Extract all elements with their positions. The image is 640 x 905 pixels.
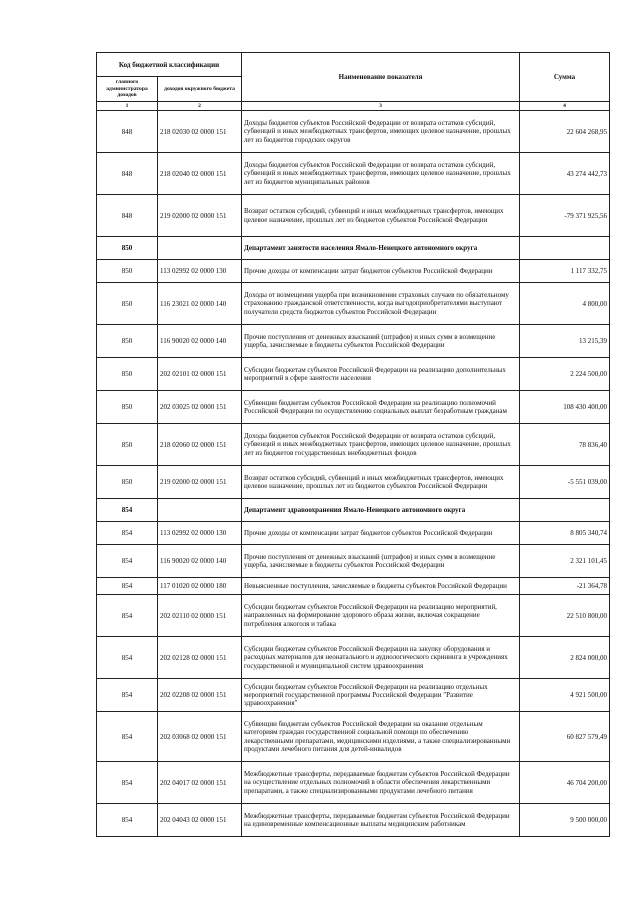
sum-cell: -21 364,78 (520, 578, 610, 595)
table-row (97, 545, 610, 578)
sum-cell: 43 274 442,73 (520, 153, 610, 195)
admin-code-cell: 854 (97, 578, 158, 595)
indicator-name-cell: Межбюджетные трансферты, передаваемые бюджетам субъектов Российской Федерации на единовременные компенсационные выплаты медицинским работникам (242, 804, 520, 837)
indicator-name-cell: Субсидии бюджетам субъектов Российской Федерации на реализацию отдельных мероприятий государственной программы Российской Федерации "Развитие здравоохранения" (242, 679, 520, 712)
income-code-cell: 218 02030 02 0000 151 (158, 111, 242, 153)
column-number-3: 3 (242, 102, 520, 111)
admin-code-cell: 850 (97, 358, 158, 391)
table-row (97, 804, 610, 837)
table-row (97, 283, 610, 325)
table-row (97, 325, 610, 358)
column-number-1: 1 (97, 102, 158, 111)
sum-cell: 13 215,39 (520, 325, 610, 358)
sum-cell (520, 237, 610, 260)
admin-code-cell: 850 (97, 260, 158, 283)
sum-cell: 108 430 400,00 (520, 391, 610, 424)
table-row (97, 712, 610, 762)
table-row (97, 111, 610, 153)
admin-code-cell: 850 (97, 391, 158, 424)
income-code-cell: 202 02128 02 0000 151 (158, 637, 242, 679)
sum-cell: 22 604 268,95 (520, 111, 610, 153)
table-row (97, 595, 610, 637)
table-row (97, 195, 610, 237)
indicator-name-cell: Доходы бюджетов субъектов Российской Федерации от возврата остатков субсидий, субвенций и иных межбюджетных трансфертов, имеющих целевое назначение, прошлых лет из бюджетов государственных внебюджетных фондов (242, 424, 520, 466)
sum-cell: 46 704 200,00 (520, 762, 610, 804)
column-number-2: 2 (158, 102, 242, 111)
indicator-name-cell: Прочие доходы от компенсации затрат бюджетов субъектов Российской Федерации (242, 260, 520, 283)
sum-cell: 2 224 500,00 (520, 358, 610, 391)
income-code-cell: 219 02000 02 0000 151 (158, 195, 242, 237)
indicator-name-cell: Доходы бюджетов субъектов Российской Федерации от возврата остатков субсидий, субвенций и иных межбюджетных трансфертов, имеющих целевое назначение, прошлых лет из бюджетов городских округов (242, 111, 520, 153)
income-code-cell: 202 02110 02 0000 151 (158, 595, 242, 637)
budget-table (96, 52, 610, 837)
indicator-name-cell: Межбюджетные трансферты, передаваемые бюджетам субъектов Российской Федерации на осуществление отдельных полномочий в области обеспечения лекарственными препаратами, а также специализированными продуктами лечебного питания (242, 762, 520, 804)
indicator-name-cell: Субсидии бюджетам субъектов Российской Федерации на реализацию мероприятий, направленных на формирование здорового образа жизни, включая сокращение потребления алкоголя и табака (242, 595, 520, 637)
indicator-name-cell: Возврат остатков субсидий, субвенций и иных межбюджетных трансфертов, имеющих целевое назначение, прошлых лет из бюджетов субъектов Российской Федерации (242, 195, 520, 237)
code-group-header: Код бюджетной классификации (97, 53, 242, 77)
admin-code-cell: 854 (97, 522, 158, 545)
admin-code-cell: 850 (97, 325, 158, 358)
indicator-name-cell: Прочие поступления от денежных взысканий (штрафов) и иных сумм в возмещение ущерба, зачисляемые в бюджеты субъектов Российской Федерации (242, 545, 520, 578)
income-code-cell: 202 03068 02 0000 151 (158, 712, 242, 762)
admin-code-cell: 854 (97, 499, 158, 522)
table-body (97, 111, 610, 837)
indicator-name-cell: Невыясненные поступления, зачисляемые в бюджеты субъектов Российской Федерации (242, 578, 520, 595)
admin-code-cell: 848 (97, 195, 158, 237)
table-row (97, 424, 610, 466)
sum-cell: 8 805 340,74 (520, 522, 610, 545)
income-code-cell: 218 02060 02 0000 151 (158, 424, 242, 466)
sum-cell: 4 921 500,00 (520, 679, 610, 712)
table-row (97, 260, 610, 283)
income-code-cell: 113 02992 02 0000 130 (158, 522, 242, 545)
table-row (97, 578, 610, 595)
admin-code-cell: 854 (97, 679, 158, 712)
income-code-cell: 202 04017 02 0000 151 (158, 762, 242, 804)
table-row (97, 153, 610, 195)
admin-code-cell: 848 (97, 111, 158, 153)
indicator-name-cell: Прочие доходы от компенсации затрат бюджетов субъектов Российской Федерации (242, 522, 520, 545)
income-code-cell: 219 02000 02 0000 151 (158, 466, 242, 499)
income-code-cell: 116 90020 02 0000 140 (158, 325, 242, 358)
income-code-cell: 116 23021 02 0000 140 (158, 283, 242, 325)
admin-code-cell: 854 (97, 545, 158, 578)
indicator-name-cell: Возврат остатков субсидий, субвенций и иных межбюджетных трансфертов, имеющих целевое назначение, прошлых лет из бюджетов субъектов Российской Федерации (242, 466, 520, 499)
sum-cell (520, 499, 610, 522)
sum-cell: 2 824 000,00 (520, 637, 610, 679)
sum-cell: 2 321 101,45 (520, 545, 610, 578)
sum-cell: 9 500 000,00 (520, 804, 610, 837)
admin-code-cell: 854 (97, 804, 158, 837)
admin-code-cell: 854 (97, 762, 158, 804)
indicator-name-cell: Департамент здравоохранения Ямало-Ненецкого автономного округа (242, 499, 520, 522)
table-row (97, 358, 610, 391)
sum-cell: -79 371 925,56 (520, 195, 610, 237)
sum-header: Сумма (520, 53, 610, 102)
income-code-cell: 116 90020 02 0000 140 (158, 545, 242, 578)
sum-cell: -5 551 039,00 (520, 466, 610, 499)
income-header: доходов окружного бюджета (158, 77, 242, 102)
indicator-name-cell: Субвенции бюджетам субъектов Российской Федерации на реализацию полномочий Российской Федерации по осуществлению социальных выплат безработным гражданам (242, 391, 520, 424)
indicator-name-cell: Доходы бюджетов субъектов Российской Федерации от возврата остатков субсидий, субвенций и иных межбюджетных трансфертов, имеющих целевое назначение, прошлых лет из бюджетов муниципальных районов (242, 153, 520, 195)
admin-code-cell: 850 (97, 466, 158, 499)
indicator-name-cell: Субсидии бюджетам субъектов Российской Федерации на реализацию дополнительных мероприятий в сфере занятости населения (242, 358, 520, 391)
sum-cell: 22 510 800,00 (520, 595, 610, 637)
income-code-cell: 117 01020 02 0000 180 (158, 578, 242, 595)
income-code-cell: 202 03025 02 0000 151 (158, 391, 242, 424)
income-code-cell: 218 02040 02 0000 151 (158, 153, 242, 195)
indicator-name-cell: Доходы от возмещения ущерба при возникновении страховых случаев по обязательному страхованию гражданской ответственности, когда выгодоприобретателями выступают получатели средств бюджетов субъектов Российской Федерации (242, 283, 520, 325)
admin-code-cell: 850 (97, 283, 158, 325)
department-row (97, 499, 610, 522)
admin-code-cell: 850 (97, 424, 158, 466)
admin-code-cell: 854 (97, 712, 158, 762)
table-row (97, 522, 610, 545)
table-row (97, 637, 610, 679)
table-row (97, 391, 610, 424)
admin-code-cell: 854 (97, 637, 158, 679)
sum-cell: 1 117 332,75 (520, 260, 610, 283)
sum-cell: 60 827 579,49 (520, 712, 610, 762)
indicator-name-cell: Субвенции бюджетам субъектов Российской Федерации на оказание отдельным категориям граждан государственной социальной помощи по обеспечению лекарственными препаратами, медицинскими изделиями, а также специализированными продуктами лечебного питания для детей-инвалидов (242, 712, 520, 762)
indicator-name-cell: Департамент занятости населения Ямало-Ненецкого автономного округа (242, 237, 520, 260)
income-code-cell: 113 02992 02 0000 130 (158, 260, 242, 283)
department-row (97, 237, 610, 260)
admin-header: главного администратора доходов (97, 77, 158, 102)
sum-cell: 78 836,40 (520, 424, 610, 466)
indicator-name-cell: Субсидии бюджетам субъектов Российской Федерации на закупку оборудования и расходных материалов для неонатального и аудиологического скрининга в учреждениях государственной и муниципальной систем здравоохранения (242, 637, 520, 679)
sum-cell: 4 800,00 (520, 283, 610, 325)
income-code-cell (158, 237, 242, 260)
indicator-name-cell: Прочие поступления от денежных взысканий (штрафов) и иных сумм в возмещение ущерба, зачисляемые в бюджеты субъектов Российской Федерации (242, 325, 520, 358)
income-code-cell: 202 02208 02 0000 151 (158, 679, 242, 712)
admin-code-cell: 854 (97, 595, 158, 637)
table-row (97, 466, 610, 499)
table-row (97, 762, 610, 804)
income-code-cell: 202 02101 02 0000 151 (158, 358, 242, 391)
income-code-cell: 202 04043 02 0000 151 (158, 804, 242, 837)
income-code-cell (158, 499, 242, 522)
admin-code-cell: 848 (97, 153, 158, 195)
name-header: Наименование показателя (242, 53, 520, 102)
admin-code-cell: 850 (97, 237, 158, 260)
table-row (97, 679, 610, 712)
column-number-4: 4 (520, 102, 610, 111)
